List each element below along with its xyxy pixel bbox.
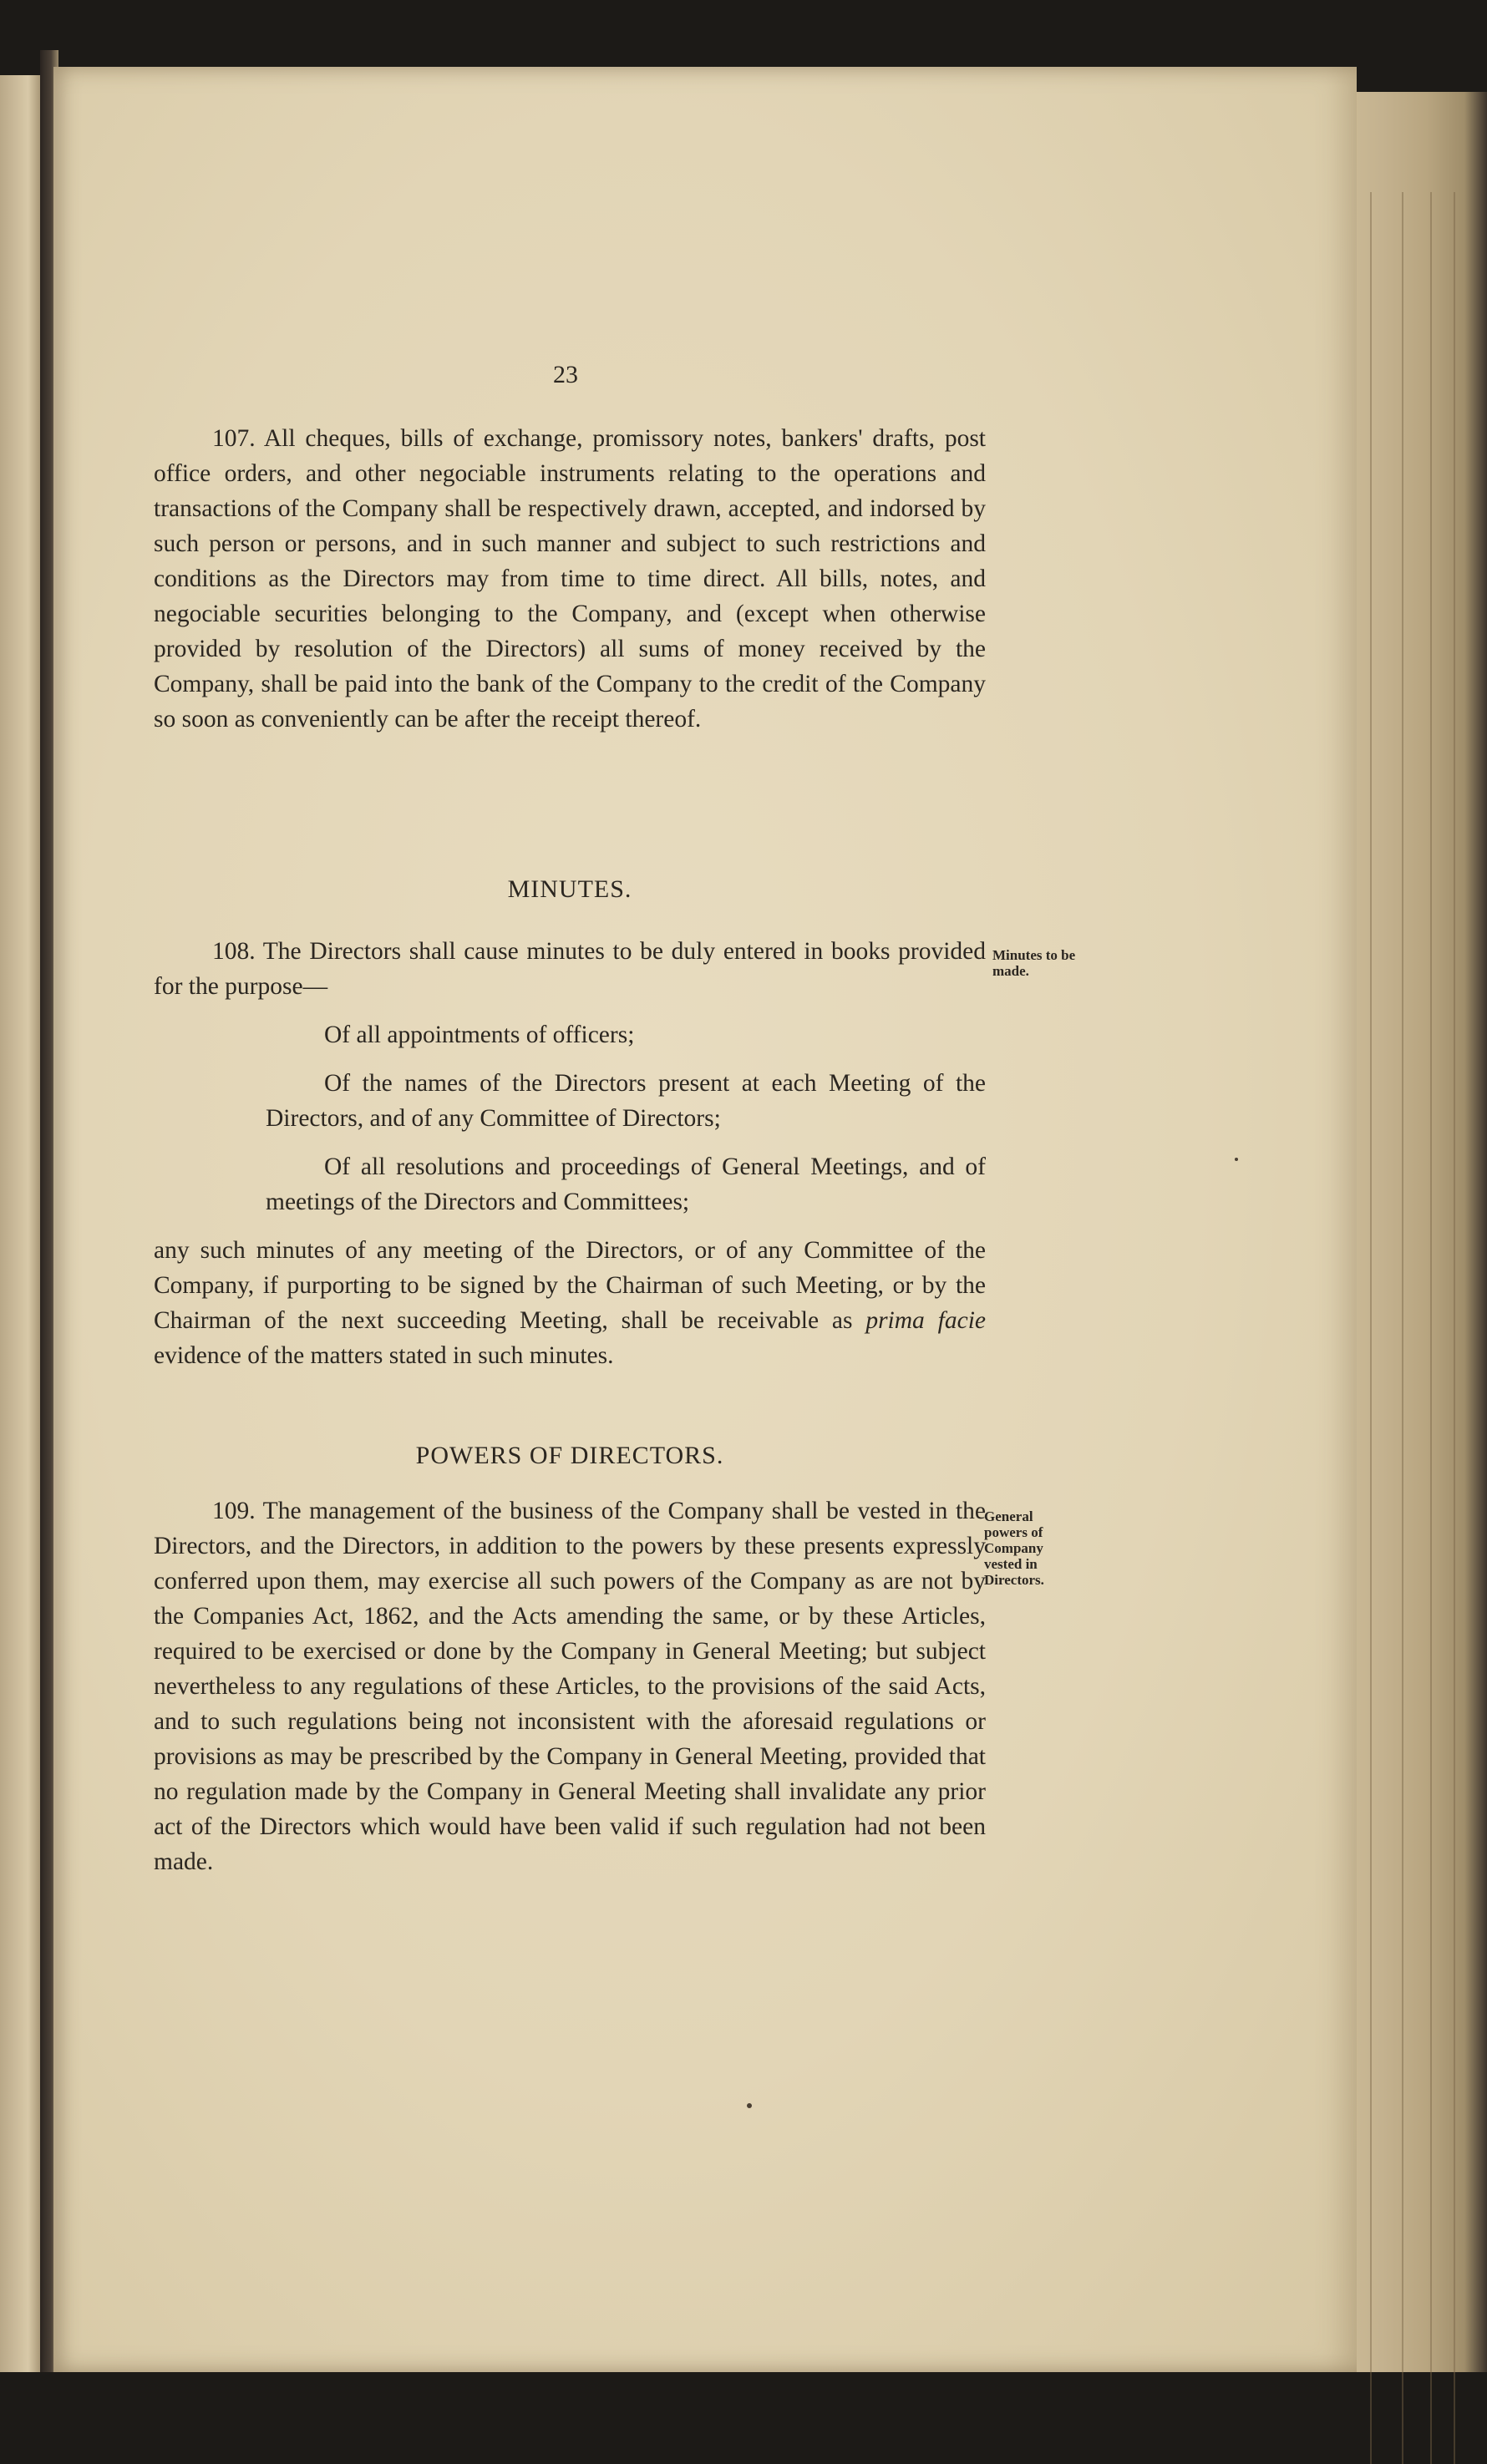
margin-note-line: Minutes to be <box>992 947 1076 963</box>
article-108-closing <box>154 1233 986 1373</box>
prima-facie-italic: prima facie <box>865 1307 986 1334</box>
margin-note-line: powers of <box>984 1524 1043 1540</box>
article-107-text: 107. All cheques, bills of exchange, promissory notes, bankers' drafts, post office orders, and other negociable instruments relating to the operations and transactions of the Company shall be respectively drawn, accepted, and indorsed by such person or persons, and in such manner and subject to such restrictions and conditions as the Directors may from time to time direct. All bills, notes, and negociable securities belonging to the Company, and (except when otherwise provided by resolution of the Directors) all sums of money received by the Company, shall be paid into the bank of the Company to the credit of the Company so soon as conveniently can be after the receipt thereof. <box>154 425 986 733</box>
margin-note-line: General <box>984 1508 1033 1524</box>
page-stack-line <box>1454 192 1455 2464</box>
article-109-text: 109. The management of the business of the Company shall be vested in the Directors, and the Directors, in addition to the powers by these presents expressly conferred upon them, may exercise all such powers of the Company as are not by the Companies Act, 1862, and the Acts amending the same, or by these Articles, required to be exercised or done by the Company in General Meeting; but subject nevertheless to any regulations of these Articles, to the provisions of the said Acts, and to such regulations being not inconsistent with the aforesaid regulations or provisions as may be prescribed by the Company in General Meeting, provided that no regulation made by the Company in General Meeting shall invalidate any prior act of the Directors which would have been valid if such regulation had not been made. <box>154 1498 986 1875</box>
margin-note-powers <box>984 1508 1044 1588</box>
page-stack-line <box>1370 192 1372 2464</box>
page-stack-line <box>1402 192 1403 2464</box>
powers-of-directors-heading: POWERS OF DIRECTORS. <box>415 1442 724 1469</box>
article-107 <box>154 421 986 737</box>
page-number: 23 <box>553 361 578 388</box>
margin-note-line: made. <box>992 963 1029 979</box>
page-stack-line <box>1430 192 1432 2464</box>
article-108 <box>154 934 986 1373</box>
page-stack-edge <box>1337 92 1487 2372</box>
paper-speck <box>747 2103 752 2108</box>
margin-note-line: vested in <box>984 1556 1038 1572</box>
margin-note-minutes <box>992 947 1075 979</box>
minutes-heading: MINUTES. <box>507 875 632 903</box>
article-109 <box>154 1493 986 1879</box>
minutes-list-item: Of all resolutions and proceedings of General Meetings, and of meetings of the Directors and Committees; <box>266 1153 986 1215</box>
paper-speck <box>1235 1158 1238 1161</box>
margin-note-line: Directors. <box>984 1572 1044 1588</box>
minutes-list-item: Of all appointments of officers; <box>324 1022 635 1048</box>
minutes-list-item: Of the names of the Directors present at each Meeting of the Directors, and of any Committee of Directors; <box>266 1070 986 1132</box>
previous-page-edge <box>0 75 40 2372</box>
margin-note-line: Company <box>984 1540 1043 1556</box>
article-108-closing-start: any such minutes of any meeting of the Directors, or of any Committee of the Company, if purporting to be signed by the Chairman of such Meeting, or by the Chairman of the next succeeding Meeting, shall be receivable as <box>154 1237 986 1334</box>
article-108-intro: 108. The Directors shall cause minutes to be duly entered in books provided for the purpose— <box>154 938 986 1000</box>
article-108-closing-end: evidence of the matters stated in such minutes. <box>154 1342 614 1369</box>
